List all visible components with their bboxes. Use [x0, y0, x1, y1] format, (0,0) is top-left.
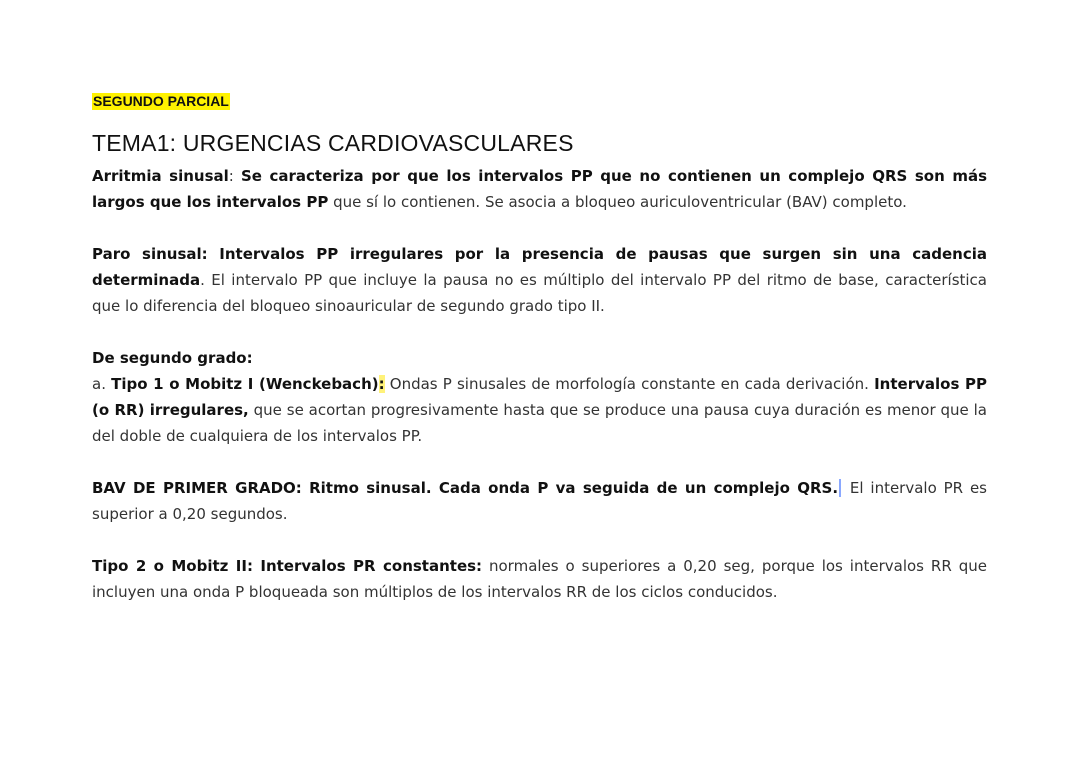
paro-sinusal-detail: . El intervalo PP que incluye la pausa no es múltiplo del intervalo PP del ritmo de base, característica que lo diferencia del bloqueo sinoauricular de segundo grado tipo II. [92, 271, 987, 315]
paragraph-spacer [92, 449, 987, 475]
bav-primer-grado-detail: El intervalo PR es superior a 0,20 segundos. [92, 479, 987, 523]
paragraph-arritmia-sinusal [92, 163, 987, 215]
paro-sinusal-definition: Paro sinusal: Intervalos PP irregulares por la presencia de pausas que surgen sin una cadencia determinada [92, 245, 987, 289]
arritmia-detail: que sí lo contienen. Se asocia a bloqueo auriculoventricular (BAV) completo. [328, 193, 907, 211]
paragraph-spacer [92, 215, 987, 241]
paragraph-bav-primer-grado [92, 475, 987, 527]
paragraph-paro-sinusal [92, 241, 987, 319]
mobitz-1-term: Tipo 1 o Mobitz I (Wenckebach) [111, 375, 379, 393]
document-body [92, 163, 987, 605]
mobitz-2-term: Tipo 2 o Mobitz II: Intervalos PR constantes: [92, 557, 483, 575]
paragraph-segundo-grado [92, 345, 987, 449]
mobitz-1-detail: Ondas P sinusales de morfología constante en cada derivación. [384, 375, 875, 393]
intervalos-pp-irregulares: Intervalos PP (o RR) irregulares, [92, 375, 987, 419]
paragraph-spacer [92, 527, 987, 553]
mobitz-2-detail: normales o superiores a 0,20 seg, porque los intervalos RR que incluyen una onda P bloqueada son múltiplos de los intervalos RR de los ciclos conducidos. [92, 557, 987, 601]
term-separator: : [228, 167, 241, 185]
arritmia-definition: Se caracteriza por que los intervalos PP que no contienen un complejo QRS son más largos que los intervalos PP [92, 167, 988, 211]
item-prefix: a. [92, 375, 112, 393]
mobitz-1-rest: que se acortan progresivamente hasta que se produce una pausa cuya duración es menor que la del doble de cualquiera de los intervalos PP. [92, 401, 987, 445]
term-arritmia-sinusal: Arritmia sinusal [92, 167, 229, 185]
page-title: TEMA1: URGENCIAS CARDIOVASCULARES [92, 130, 574, 156]
paragraph-spacer [92, 319, 987, 345]
segundo-grado-heading: De segundo grado: [92, 349, 253, 367]
paragraph-mobitz-2 [92, 553, 987, 605]
highlighted-colon: : [378, 375, 385, 393]
bav-primer-grado-definition: BAV DE PRIMER GRADO: Ritmo sinusal. Cada onda P va seguida de un complejo QRS. [92, 479, 839, 497]
section-label: SEGUNDO PARCIAL [93, 93, 229, 109]
text-cursor [839, 479, 841, 497]
